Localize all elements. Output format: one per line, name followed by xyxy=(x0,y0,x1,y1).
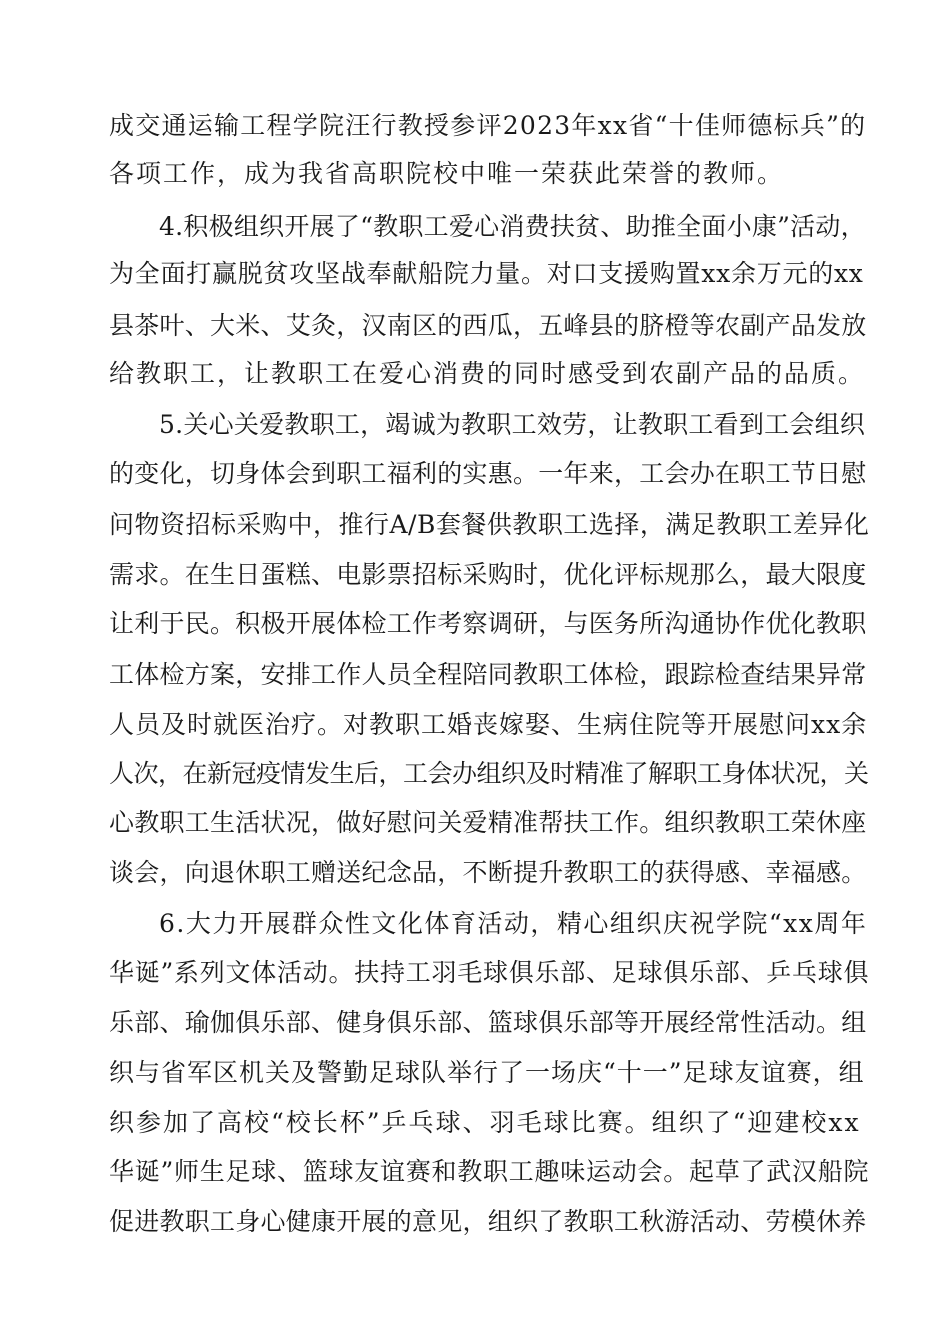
text-line: 促进教职工身心健康开展的意见，组织了教职工秋游活动、劳模休养 xyxy=(109,1207,867,1236)
text-line: 谈会，向退休职工赠送纪念品，不断提升教职工的获得感、幸福感。 xyxy=(109,858,867,887)
text-line: 乐部、瑜伽俱乐部、健身俱乐部、篮球俱乐部等开展经常性活动。组 xyxy=(109,1008,867,1037)
text-line: 人次，在新冠疫情发生后，工会办组织及时精准了解职工身体状况，关 xyxy=(109,759,869,788)
paragraph-start-6: 6.大力开展群众性文化体育活动，精心组织庆祝学院“xx周年 xyxy=(159,909,868,938)
text-line: 的变化，切身体会到职工福利的实惠。一年来，工会办在职工节日慰 xyxy=(109,459,867,488)
text-line: 需求。在生日蛋糕、电影票招标采购时，优化评标规那么，最大限度 xyxy=(109,560,867,589)
text-line: 工体检方案，安排工作人员全程陪同教职工体检，跟踪检查结果异常 xyxy=(109,660,867,689)
text-line: 为全面打赢脱贫攻坚战奉献船院力量。对口支援购置xx余万元的xx xyxy=(109,259,864,288)
text-line: 成交通运输工程学院汪行教授参评2023年xx省“十佳师德标兵”的 xyxy=(109,111,867,140)
text-line: 问物资招标采购中，推行A/B套餐供教职工选择，满足教职工差异化 xyxy=(109,510,870,539)
text-line: 心教职工生活状况，做好慰问关爱精准帮扶工作。组织教职工荣休座 xyxy=(109,808,867,837)
text-line: 华诞”师生足球、篮球友谊赛和教职工趣味运动会。起草了武汉船院 xyxy=(109,1157,870,1186)
text-line: 县茶叶、大米、艾灸，汉南区的西瓜，五峰县的脐橙等农副产品发放 xyxy=(109,311,867,340)
text-line: 给教职工，让教职工在爱心消费的同时感受到农副产品的品质。 xyxy=(109,359,866,388)
text-line: 让利于民。积极开展体检工作考察调研，与医务所沟通协作优化教职 xyxy=(109,609,867,638)
text-line: 织参加了高校“校长杯”乒乓球、羽毛球比赛。组织了“迎建校xx xyxy=(109,1108,861,1137)
text-line: 织与省军区机关及警勤足球队举行了一场庆“十一”足球友谊赛，组 xyxy=(109,1058,865,1087)
paragraph-start-5: 5.关心关爱教职工，竭诚为教职工效劳，让教职工看到工会组织 xyxy=(159,410,866,439)
text-line: 各项工作，成为我省高职院校中唯一荣获此荣誉的教师。 xyxy=(109,159,785,188)
text-line: 华诞”系列文体活动。扶持工羽毛球俱乐部、足球俱乐部、乒乓球俱 xyxy=(109,958,870,987)
text-line: 人员及时就医治疗。对教职工婚丧嫁娶、生病住院等开展慰问xx余 xyxy=(109,710,868,739)
paragraph-start-4: 4.积极组织开展了“教职工爱心消费扶贫、助推全面小康”活动， xyxy=(159,212,866,241)
